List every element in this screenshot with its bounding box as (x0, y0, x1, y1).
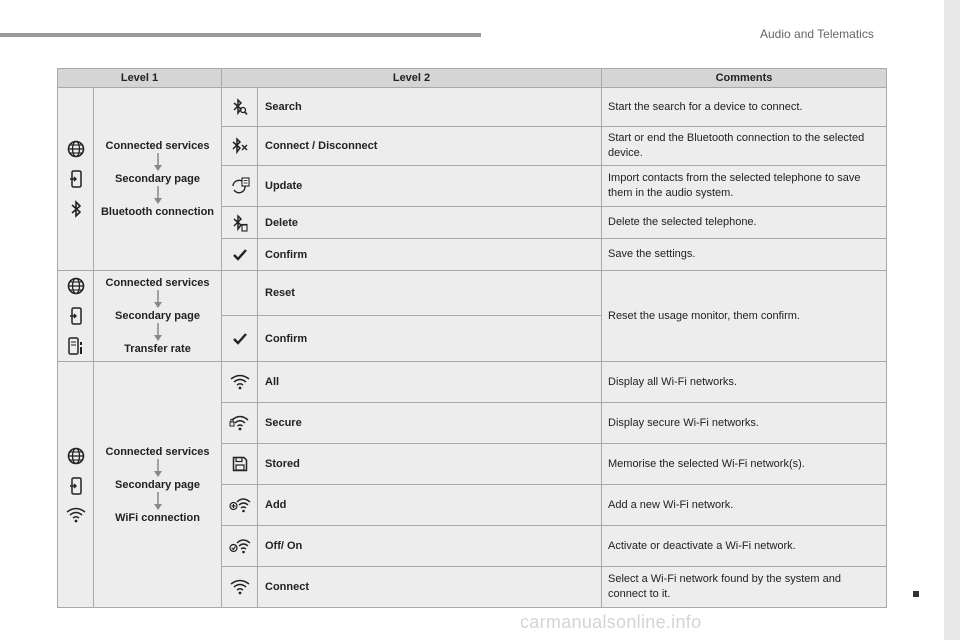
menu-table (57, 68, 887, 608)
arrow-down-icon (152, 459, 164, 478)
arrow-down-icon (152, 186, 164, 205)
wifi-icon (222, 567, 258, 608)
column-header-level1: Level 1 (58, 69, 222, 88)
level1-path (94, 362, 222, 608)
option-name: Confirm (258, 239, 602, 271)
arrow-down-icon (152, 290, 164, 309)
path-transfer-rate: Transfer rate (124, 343, 191, 355)
level1-path (94, 88, 222, 271)
option-name: Delete (258, 207, 602, 239)
option-name: Off/ On (258, 526, 602, 567)
path-connected-services: Connected services (105, 445, 210, 458)
path-wifi-connection: WiFi connection (115, 511, 200, 524)
option-comment: Start or end the Bluetooth connection to the selected device. (602, 127, 887, 166)
table-row (58, 362, 887, 403)
wifi-toggle-icon (222, 526, 258, 567)
wifi-icon (66, 507, 86, 523)
wifi-icon (222, 362, 258, 403)
option-name: Connect / Disconnect (258, 127, 602, 166)
arrow-down-icon (152, 323, 164, 342)
arrow-down-icon (152, 492, 164, 511)
bluetooth-disconnect-icon (222, 127, 258, 166)
globe-icon (67, 277, 85, 295)
continuation-marker (913, 591, 919, 597)
column-header-level2: Level 2 (222, 69, 602, 88)
arrow-down-icon (152, 153, 164, 172)
option-comment: Display secure Wi-Fi networks. (602, 403, 887, 444)
option-comment: Memorise the selected Wi-Fi network(s). (602, 444, 887, 485)
path-connected-services: Connected services (105, 277, 210, 289)
table-header-row (58, 69, 887, 88)
option-name: All (258, 362, 602, 403)
bluetooth-delete-icon (222, 207, 258, 239)
path-secondary-page: Secondary page (115, 478, 200, 491)
column-header-comments: Comments (602, 69, 887, 88)
path-secondary-page: Secondary page (115, 173, 200, 185)
data-usage-icon (68, 337, 84, 355)
option-name: Secure (258, 403, 602, 444)
phone-connect-icon (69, 170, 83, 188)
option-name: Reset (258, 271, 602, 316)
option-comment: Delete the selected telephone. (602, 207, 887, 239)
level1-icons (58, 271, 94, 362)
option-name: Add (258, 485, 602, 526)
table-row (58, 88, 887, 127)
check-icon (222, 316, 258, 362)
option-name: Connect (258, 567, 602, 608)
option-comment: Add a new Wi-Fi network. (602, 485, 887, 526)
watermark: carmanualsonline.info (520, 612, 702, 632)
level1-icons (58, 362, 94, 608)
check-icon (222, 239, 258, 271)
phone-connect-icon (69, 477, 83, 495)
option-comment: Start the search for a device to connect. (602, 88, 887, 127)
option-comment: Reset the usage monitor, them confirm. (602, 271, 887, 362)
contacts-update-icon (222, 166, 258, 207)
option-comment: Import contacts from the selected telephone to save them in the audio system. (602, 166, 887, 207)
level1-path (94, 271, 222, 362)
empty-icon-cell (222, 271, 258, 316)
wifi-secure-icon (222, 403, 258, 444)
page-edge-strip (944, 0, 960, 640)
path-secondary-page: Secondary page (115, 310, 200, 322)
header-rule (0, 33, 481, 37)
bluetooth-icon (70, 200, 82, 218)
section-title: Audio and Telematics (760, 27, 874, 41)
option-name: Stored (258, 444, 602, 485)
table-row (58, 271, 887, 316)
path-bluetooth-connection: Bluetooth connection (100, 206, 215, 218)
wifi-add-icon (222, 485, 258, 526)
globe-icon (67, 140, 85, 158)
option-name: Search (258, 88, 602, 127)
globe-icon (67, 447, 85, 465)
option-comment: Activate or deactivate a Wi-Fi network. (602, 526, 887, 567)
option-comment: Select a Wi-Fi network found by the system and connect to it. (602, 567, 887, 608)
option-comment: Save the settings. (602, 239, 887, 271)
phone-connect-icon (69, 307, 83, 325)
level1-icons (58, 88, 94, 271)
path-connected-services: Connected services (105, 140, 210, 152)
save-icon (222, 444, 258, 485)
bluetooth-search-icon (222, 88, 258, 127)
option-name: Confirm (258, 316, 602, 362)
option-name: Update (258, 166, 602, 207)
option-comment: Display all Wi-Fi networks. (602, 362, 887, 403)
